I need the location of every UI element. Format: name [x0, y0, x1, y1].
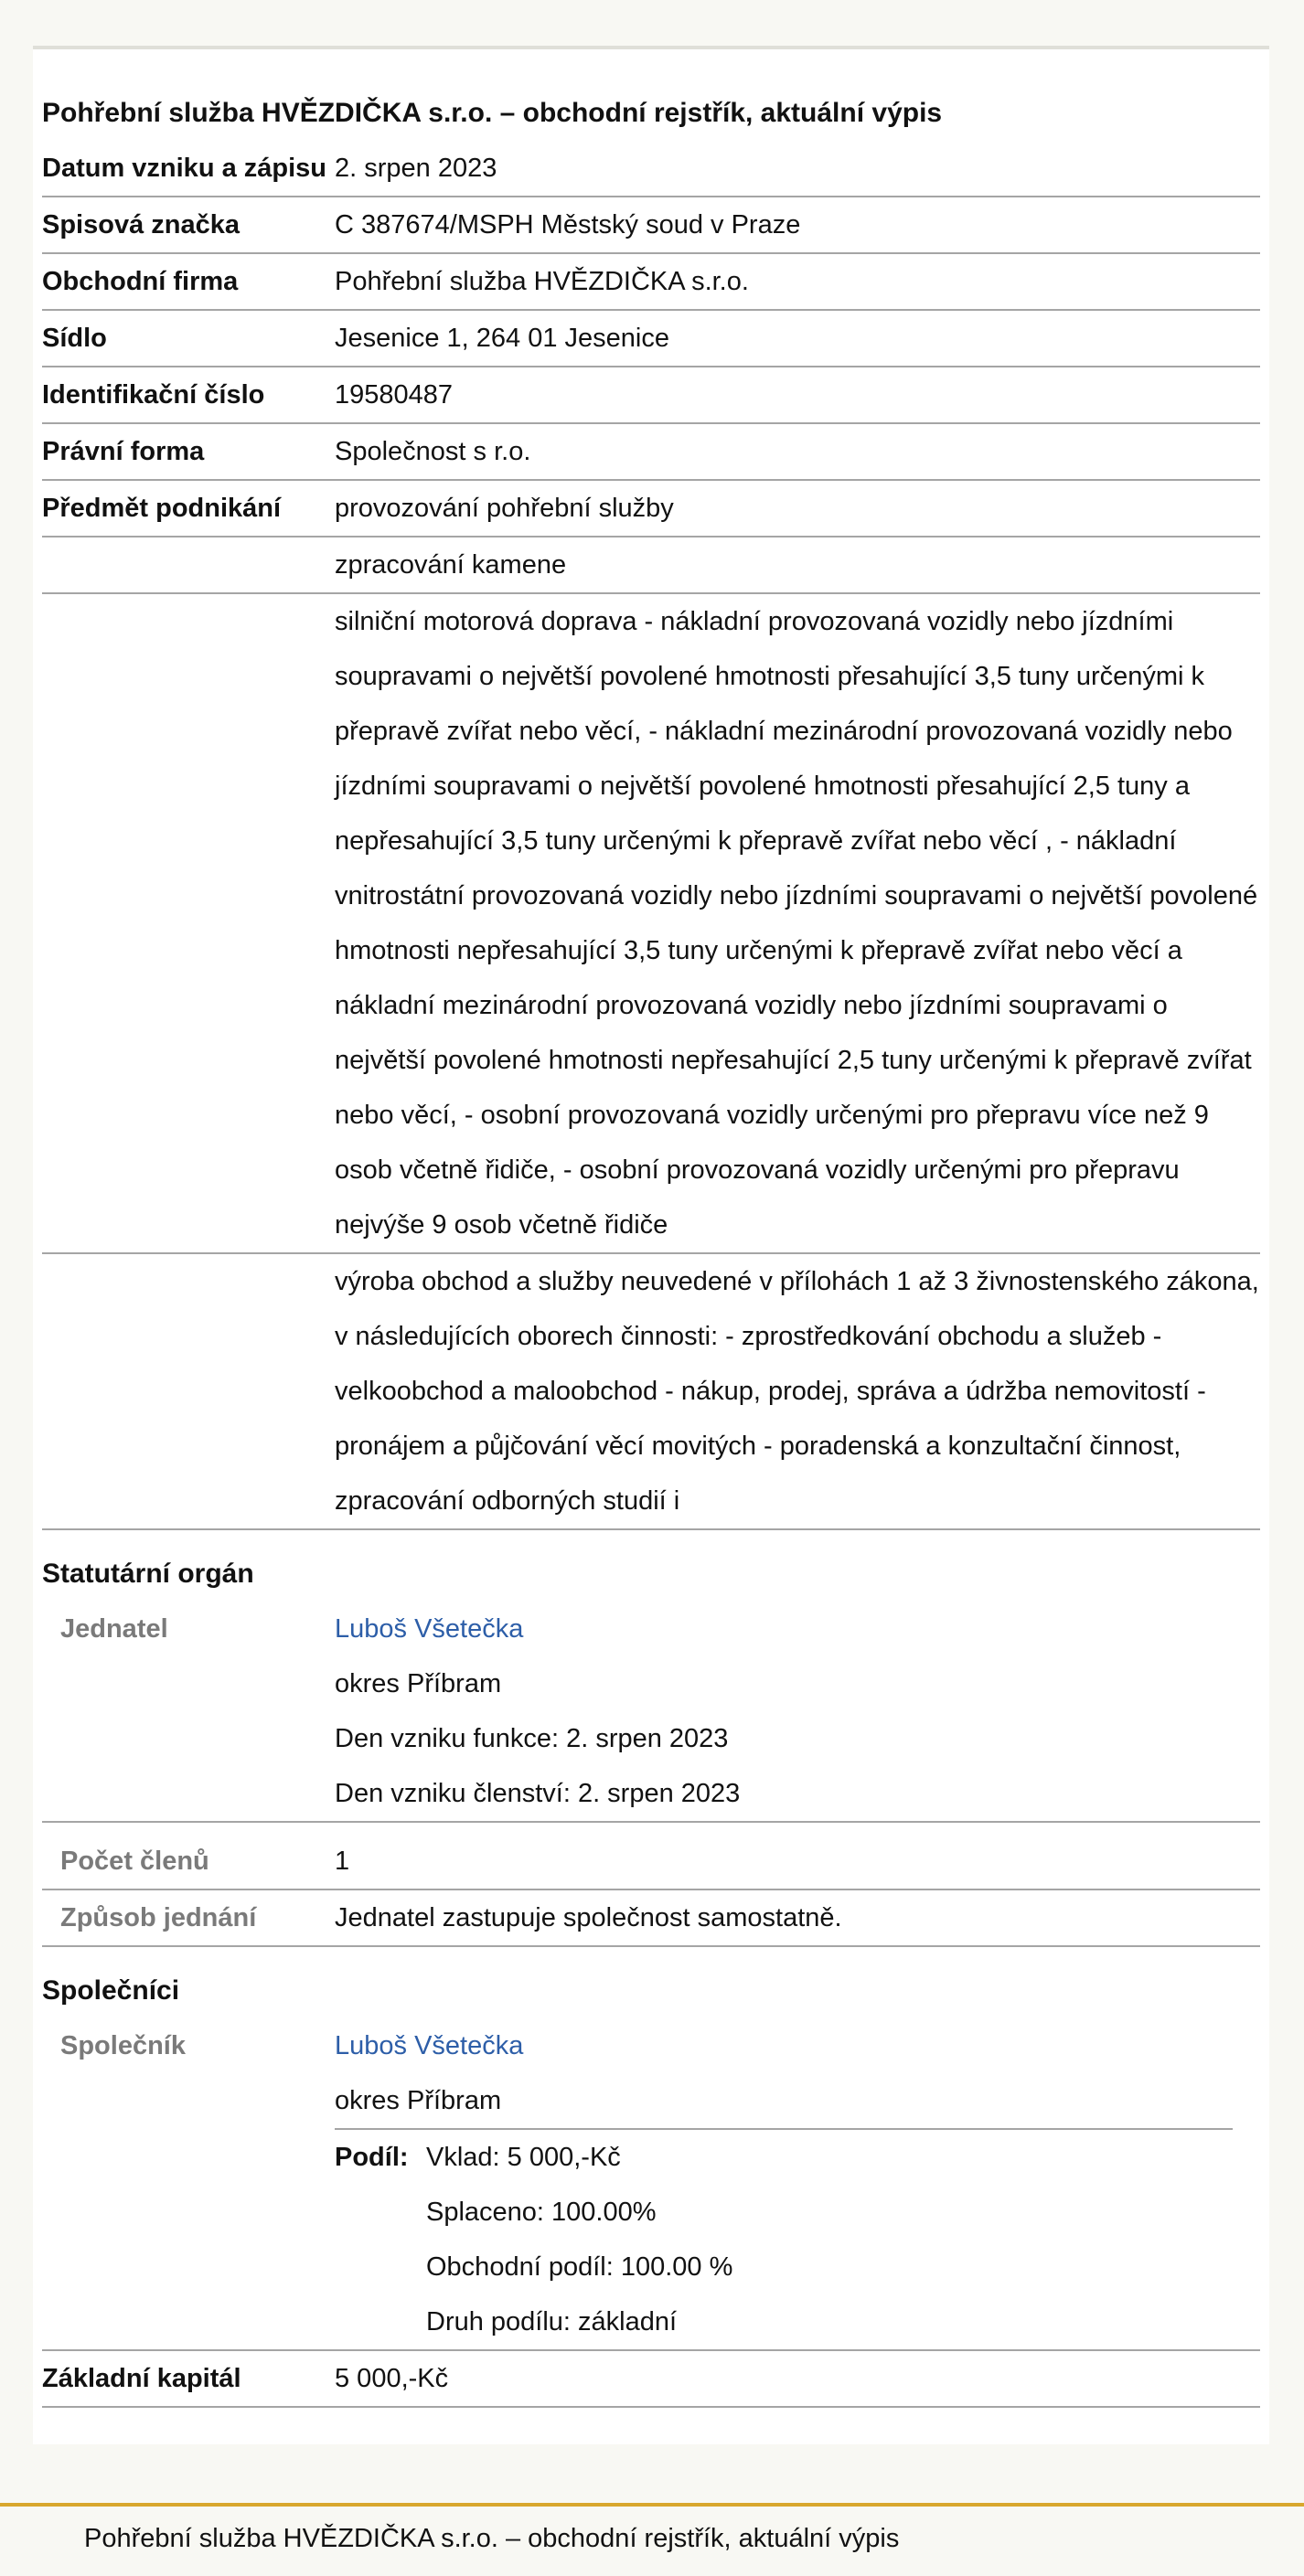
label-spisova-znacka: Spisová značka	[42, 210, 240, 240]
row-jednatel	[42, 1602, 1260, 1823]
jednatel-den-vzniku-funkce: Den vzniku funkce: 2. srpen 2023	[335, 1724, 729, 1753]
label-zakladni-kapital: Základní kapitál	[42, 2364, 241, 2393]
jednatel-den-vzniku-clenstvi: Den vzniku členství: 2. srpen 2023	[335, 1779, 741, 1808]
podil-vklad: Vklad: 5 000,-Kč	[426, 2143, 621, 2172]
section-spolecnici: Společníci	[42, 1975, 180, 2006]
row-predmet-1	[42, 481, 1260, 538]
row-zpusob-jednani	[42, 1890, 1260, 1947]
spolecnik-okres: okres Příbram	[335, 2086, 502, 2115]
label-identifikacni-cislo: Identifikační číslo	[42, 380, 265, 410]
value-zpusob-jednani: Jednatel zastupuje společnost samostatně.	[335, 1903, 842, 1932]
link-jednatel-name[interactable]: Luboš Všetečka	[335, 1614, 524, 1644]
label-obchodni-firma: Obchodní firma	[42, 267, 239, 296]
label-empty	[42, 1254, 335, 1528]
label-empty	[42, 594, 335, 1252]
register-content	[33, 49, 1260, 2444]
value-pocet-clenu: 1	[335, 1847, 350, 1876]
row-sidlo	[42, 311, 1260, 367]
label-predmet-podnikani: Předmět podnikání	[42, 494, 282, 523]
value-zakladni-kapital: 5 000,-Kč	[335, 2364, 449, 2393]
value-predmet-1: provozování pohřební služby	[335, 494, 674, 523]
value-pravni-forma: Společnost s r.o.	[335, 437, 531, 466]
row-predmet-4	[42, 1254, 1260, 1530]
label-sidlo: Sídlo	[42, 324, 107, 353]
label-jednatel: Jednatel	[60, 1614, 168, 1644]
row-identifikacni-cislo	[42, 367, 1260, 424]
jednatel-okres: okres Příbram	[335, 1669, 502, 1698]
row-spolecnik	[42, 2018, 1260, 2351]
row-pravni-forma	[42, 424, 1260, 481]
row-spisova-znacka	[42, 197, 1260, 254]
label-zpusob-jednani: Způsob jednání	[60, 1903, 257, 1932]
value-sidlo: Jesenice 1, 264 01 Jesenice	[335, 324, 669, 353]
value-predmet-3: silniční motorová doprava - nákladní provozovaná vozidly nebo jízdními soupravami o největší povolené hmotnosti přesahující 3,5 tuny určenými k přepravě zvířat nebo věcí, - nákladní mezinárodní provozovaná vozidly nebo jízdními soupravami o největší povolené hmotnosti přesahující 2,5 tuny a nepřesahující 3,5 tuny určenými k přepravě zvířat nebo věcí , - nákladní vnitrostátní provozovaná vozidly nebo jízdními soupravami o největší povolené hmotnosti nepřesahující 3,5 tuny určenými k přepravě zvířat nebo věcí a nákladní mezinárodní provozovaná vozidly nebo jízdními soupravami o největší povolené hmotnosti nepřesahující 2,5 tuny určenými k přepravě zvířat nebo věcí, - osobní provozovaná vozidly určenými pro přepravu více než 9 osob včetně řidiče, - osobní provozovaná vozidly určenými pro přepravu nejvýše 9 osob včetně řidiče	[335, 607, 1258, 1240]
row-obchodni-firma	[42, 254, 1260, 311]
sheet-bottom-spacer	[42, 2408, 1260, 2444]
value-identifikacni-cislo: 19580487	[335, 380, 454, 410]
page-title: Pohřební služba HVĚZDIČKA s.r.o. – obchodní rejstřík, aktuální výpis	[42, 98, 943, 128]
value-spolecnik	[335, 2018, 1260, 2349]
podil-label: Podíl:	[335, 2143, 409, 2172]
row-zakladni-kapital	[42, 2351, 1260, 2408]
label-spolecnik: Společník	[60, 2031, 186, 2060]
value-jednatel	[335, 1602, 1260, 1821]
row-datum-vzniku	[42, 141, 1260, 197]
value-spisova-znacka: C 387674/MSPH Městský soud v Praze	[335, 210, 801, 240]
podil-druh: Druh podílu: základní	[426, 2307, 678, 2336]
link-spolecnik-name[interactable]: Luboš Všetečka	[335, 2031, 524, 2060]
label-empty	[42, 538, 335, 592]
page-footer	[0, 2503, 1304, 2576]
register-sheet	[33, 46, 1269, 2444]
label-pocet-clenu: Počet členů	[60, 1847, 209, 1876]
value-datum-vzniku: 2. srpen 2023	[335, 154, 497, 183]
row-pocet-clenu	[42, 1823, 1260, 1890]
podil-splaceno: Splaceno: 100.00%	[426, 2198, 657, 2227]
value-obchodni-firma: Pohřební služba HVĚZDIČKA s.r.o.	[335, 267, 749, 296]
label-pravni-forma: Právní forma	[42, 437, 205, 466]
section-statutarni-organ: Statutární orgán	[42, 1559, 254, 1589]
podil-block	[335, 2128, 1233, 2349]
podil-values	[426, 2130, 1233, 2349]
row-predmet-3	[42, 594, 1260, 1254]
podil-obchodni: Obchodní podíl: 100.00 %	[426, 2252, 733, 2282]
value-predmet-4: výroba obchod a služby neuvedené v přílohách 1 až 3 živnostenského zákona, v následujících oborech činnosti: - zprostředkování obchodu a služeb - velkoobchod a maloobchod - nákup, prodej, správa a údržba nemovitostí -pronájem a půjčování věcí movitých - poradenská a konzultační činnost, zpracování odborných studií i	[335, 1267, 1259, 1516]
value-predmet-2: zpracování kamene	[335, 550, 567, 580]
label-datum-vzniku: Datum vzniku a zápisu	[42, 154, 327, 183]
footer-text: Pohřební služba HVĚZDIČKA s.r.o. – obchodní rejstřík, aktuální výpis	[84, 2524, 900, 2553]
row-predmet-2	[42, 538, 1260, 594]
